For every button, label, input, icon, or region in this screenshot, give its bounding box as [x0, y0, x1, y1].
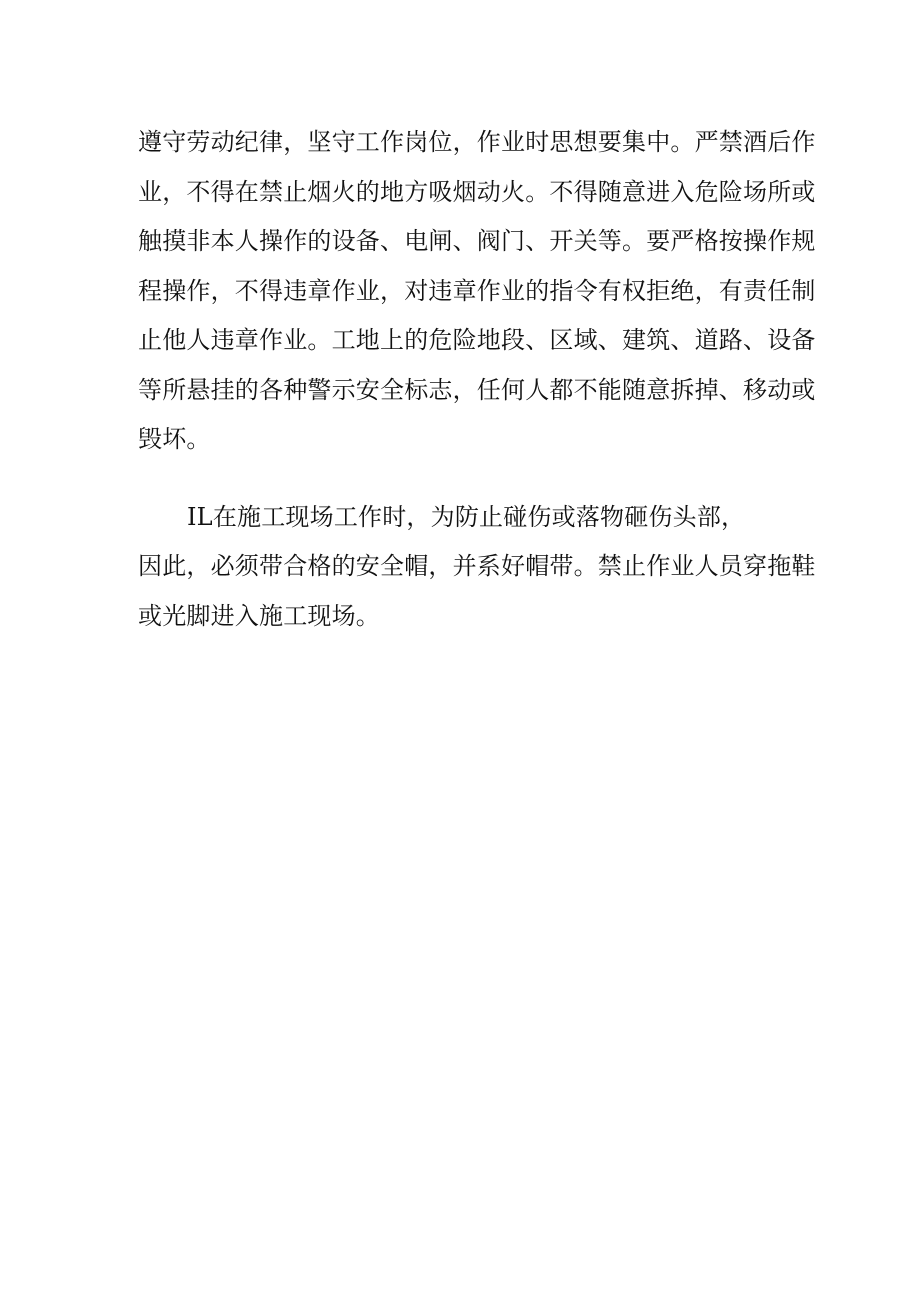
paragraph-line: 程操作，不得违章作业，对违章作业的指令有权拒绝，有责任制	[138, 276, 816, 305]
paragraph-labor-discipline	[138, 118, 816, 465]
paragraph-safety-helmet	[138, 493, 816, 642]
paragraph-line: 因此，必须带合格的安全帽，并系好帽带。禁止作业人员穿拖鞋	[138, 552, 816, 580]
paragraph-line: IL在施工现场工作时，为防止碰伤或落物砸伤头部，	[187, 502, 746, 531]
paragraph-line: 或光脚进入施工现场。	[138, 601, 380, 630]
paragraph-line: 毁坏。	[138, 425, 211, 453]
paragraph-spacer	[138, 465, 788, 493]
paragraph-line: 止他人违章作业。工地上的危险地段、区域、建筑、道路、设备	[138, 326, 816, 354]
paragraph-line: 触摸非本人操作的设备、电闸、阀门、开关等。要严格按操作规	[138, 227, 816, 255]
paragraph-line: 业，不得在禁止烟火的地方吸烟动火。不得随意进入危险场所或	[138, 177, 816, 206]
paragraph-line: 遵守劳动纪律，坚守工作岗位，作业时思想要集中。严禁酒后作	[138, 128, 816, 156]
paragraph-line: 等所悬挂的各种警示安全标志，任何人都不能随意拆掉、移动或	[138, 375, 816, 404]
document-content	[138, 118, 816, 641]
